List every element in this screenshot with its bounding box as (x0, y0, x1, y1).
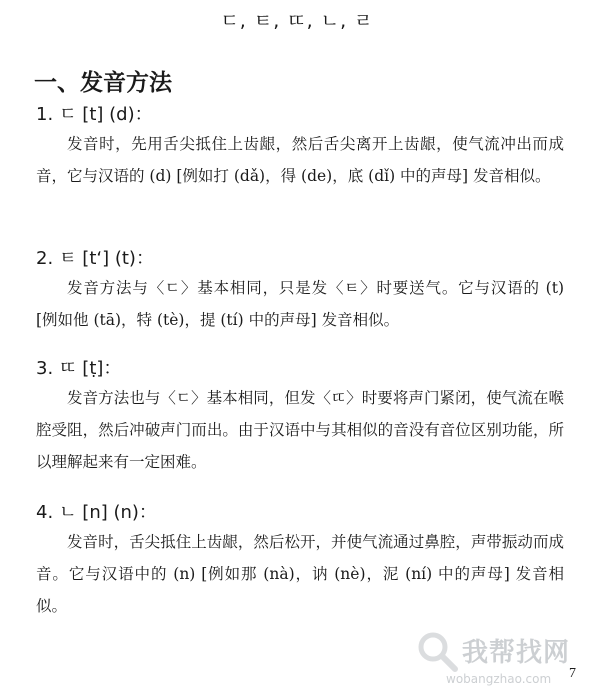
watermark-text: 我帮找网 (462, 638, 571, 668)
item-number: 4. (36, 502, 54, 523)
item-heading-4 (36, 498, 157, 524)
item-body-3: 发音方法也与〈ㄷ〉基本相同，但发〈ㄸ〉时要将声门紧闭，使气流在喉腔受阻，然后冲破声门而出。由于汉语中与其相似的音没有音位区别功能，所以理解起来有一定困难。 (36, 389, 564, 471)
item-body-2: 发音方法与〈ㄷ〉基本相同，只是发〈ㅌ〉时要送气。它与汉语的 (t) [例如他 (tā)，特 (tè)，提 (tí) 中的声母] 发音相似。 (36, 279, 564, 329)
watermark-url: wobangzhao.com (446, 672, 552, 686)
item-heading-1 (36, 100, 153, 126)
item-heading-3 (36, 354, 121, 380)
item-number: 3. (36, 358, 54, 379)
watermark (416, 628, 586, 692)
item-heading-text: ㅌ [tʻ] (t)： (59, 248, 154, 269)
item-body-1: 发音时，先用舌尖抵住上齿龈，然后舌尖离开上齿龈，使气流冲出而成音，它与汉语的 (d) [例如打 (dǎ)，得 (de)，底 (dǐ) 中的声母] 发音相似。 (36, 135, 564, 185)
item-heading-text: ㄷ [t] (d)： (59, 104, 153, 125)
item-number: 2. (36, 248, 54, 269)
page-number: 7 (569, 666, 576, 681)
item-heading-text: ㄸ [ṭ]： (59, 358, 122, 379)
section-title: 一、发音方法 (34, 70, 172, 96)
item-heading-2 (36, 244, 154, 270)
item-number: 1. (36, 104, 54, 125)
header-letters: ㄷ, ㅌ, ㄸ, ㄴ, ㄹ (220, 10, 374, 32)
item-body-4: 发音时，舌尖抵住上齿龈，然后松开，并使气流通过鼻腔，声带振动而成音。它与汉语中的 (n) [例如那 (nà)，讷 (nè)，泥 (ní) 中的声母] 发音相似。 (36, 533, 564, 615)
item-heading-text: ㄴ [n] (n)： (59, 502, 157, 523)
magnifier-icon (416, 630, 460, 674)
